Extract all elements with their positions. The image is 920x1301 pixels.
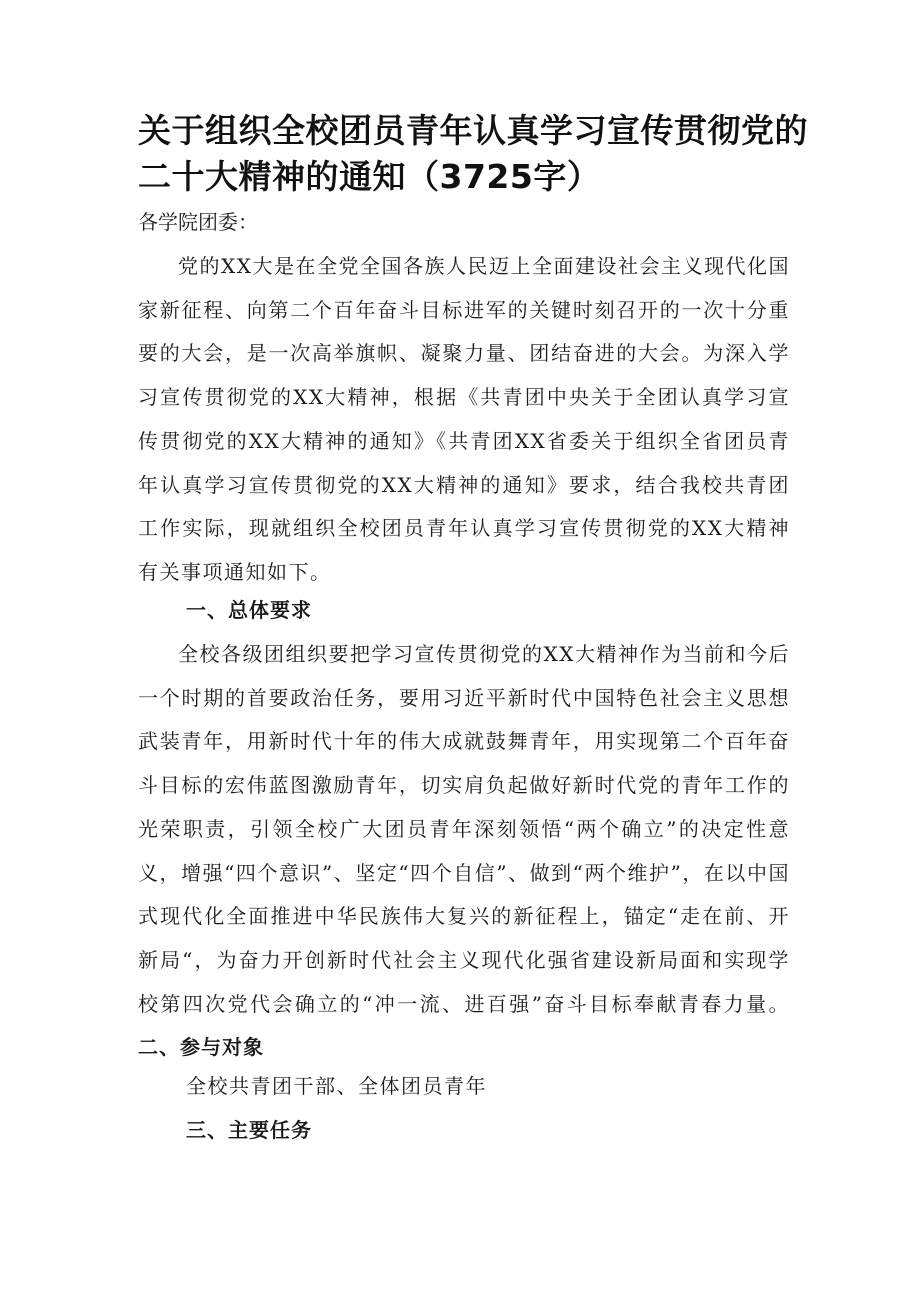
participants-paragraph: 全校共青团干部、全体团员青年: [186, 1074, 487, 1098]
general-requirements-text: 全校各级团组织要把学习宣传贯彻党的XX大精神作为当前和今后一个时期的首要政治任务，要用习近平新时代中国特色社会主义思想武装青年，用新时代十年的伟大成就鼓舞青年，用实现第二个百年奋斗目标的宏伟蓝图激励青年，切实肩负起做好新时代党的青年工作的光荣职责，引领全校广大团员青年深刻领悟“两个确立”的决定性意义，增强“四个意识”、坚定“四个自信”、做到“两个维护”，在以中国式现代化全面推进中华民族伟大复兴的新征程上，锚定“走在前、开新局“，为奋力开创新时代社会主义现代化强省建设新局面和实现学校第四次党代会确立的“冲一流、进百强”奋斗目标奉献青春力量。: [138, 642, 790, 1016]
document-title: 关于组织全校团员青年认真学习宣传贯彻党的二十大精神的通知（3725字）: [138, 111, 808, 196]
section-heading-main-tasks: 三、主要任务: [186, 1118, 312, 1142]
section-heading-participants: 二、参与对象: [138, 1035, 264, 1060]
intro-paragraph: 党的XX大是在全党全国各族人民迈上全面建设社会主义现代化国家新征程、向第二个百年奋斗目标进军的关键时刻召开的一次十分重要的大会，是一次高举旗帜、凝聚力量、团结奋进的大会。为深入学习宣传贯彻党的XX大精神，根据《共青团中央关于全团认真学习宣传贯彻党的XX大精神的通知》《共青团XX省委关于组织全省团员青年认真学习宣传贯彻党的XX大精神的通知》要求，结合我校共青团工作实际，现就组织全校团员青年认真学习宣传贯彻党的XX大精神有关事项通知如下。: [138, 254, 790, 584]
general-requirements-paragraph: [138, 633, 790, 1070]
section-heading-general-requirements: 一、总体要求: [186, 598, 312, 622]
salutation: 各学院团委：: [138, 210, 258, 234]
